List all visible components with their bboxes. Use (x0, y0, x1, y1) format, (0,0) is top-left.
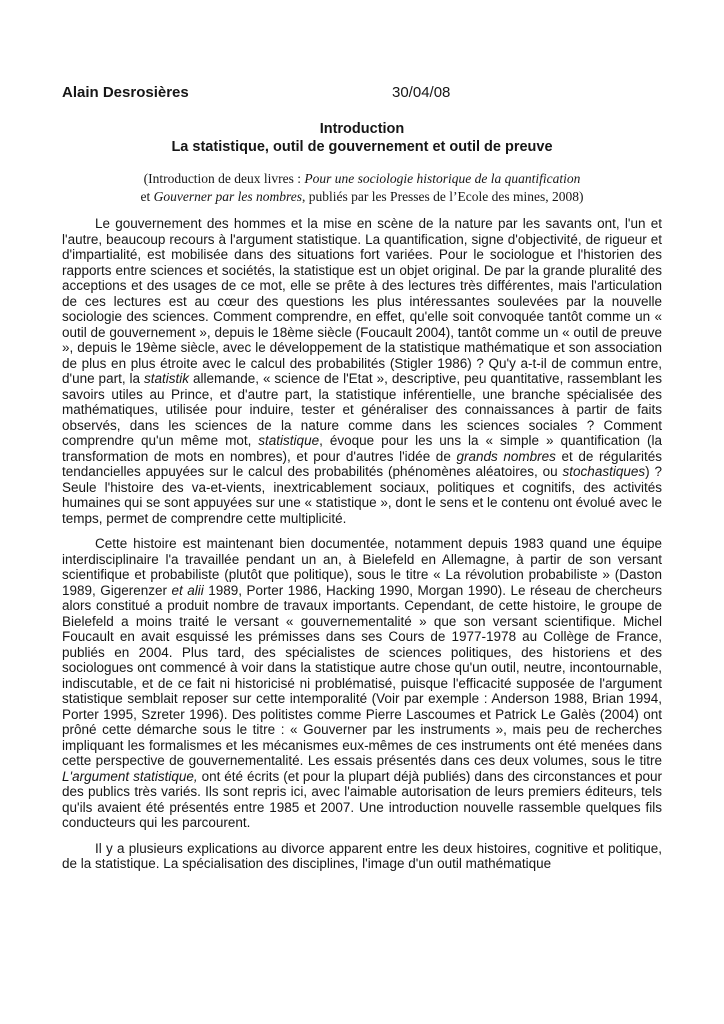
byline (0, 84, 724, 102)
author-name: Alain Desrosières (62, 84, 189, 101)
subtitle-line2: et Gouverner par les nombres, publiés par les Presses de l’Ecole des mines, 2008) (140, 188, 584, 204)
document-title-line1: Introduction (319, 121, 405, 137)
subtitle-line1: (Introduction de deux livres : Pour une sociologie historique de la quantification (143, 171, 581, 186)
body-paragraph-1: Le gouvernement des hommes et la mise en scène de la nature par les savants ont, l'un et l'autre, beaucoup recours à l'argument statistique. La quantification, signe d'objectivité, de rigueur et d'impartialité, est mobilisée dans des situations fort variées. Pour le sociologue et l'historien des rapports entre sciences et sociétés, la statistique est un objet original. De par la grande pluralité des acceptions et des usages de ce mot, elle se prête à des lectures très différentes, mais l'articulation de ces lectures est au cœur des questions les plus intéressantes soulevées par la nouvelle sociologie des sciences. Comment comprendre, en effet, qu'elle soit convoquée tantôt comme un « outil de gouvernement », depuis le 18ème siècle (Foucault 2004), tantôt comme un « outil de preuve », depuis le 19ème siècle, avec le développement de la statistique mathématique et son association de plus en plus étroite avec le calcul des probabilités (Stigler 1986) ? Qu'y a-t-il de commun entre, d'une part, la statistik allemande, « science de l'Etat », descriptive, peu quantitative, rassemblant les savoirs utiles au Prince, et d'autre part, la statistique inférentielle, une branche spécialisée des mathématiques, utilisée pour induire, tester et généraliser des connaissances à partir de faits observés, dans les sciences de la nature comme dans les sciences sociales ? Comment comprendre qu'un même mot, statistique, évoque pour les uns la « simple » quantification (la transformation de mots en nombres), et pour d'autres l'idée de grands nombres et de régularités tendancielles appuyées sur le calcul des probabilités (phénomènes aléatoires, ou stochastiques) ? Seule l'histoire des va-et-vients, inextricablement sociaux, politiques et cognitifs, des activités humaines qui se sont appuyées sur une « statistique », dont le sens et le contenu ont évolué avec le temps, permet de comprendre cette multiplicité. (62, 216, 662, 526)
document-date: 30/04/08 (392, 84, 451, 101)
document-title-line2: La statistique, outil de gouvernement et outil de preuve (171, 139, 553, 155)
subtitle-block (0, 170, 724, 205)
title-block (0, 120, 724, 156)
body-paragraph-2: Cette histoire est maintenant bien documentée, notamment depuis 1983 quand une équipe interdisciplinaire l'a travaillée pendant un an, à Bielefeld en Allemagne, à partir de son versant scientifique et probabiliste (plutôt que politique), sous le titre « La révolution probabiliste » (Daston 1989, Gigerenzer et alii 1989, Porter 1986, Hacking 1990, Morgan 1990). Le réseau de chercheurs alors constitué a produit nombre de travaux importants. Cependant, de cette histoire, le groupe de Bielefeld a moins traité le versant « gouvernementalité » que son versant scientifique. Michel Foucault en avait esquissé les prémisses dans ses Cours de 1977-1978 au Collège de France, publiés en 2004. Plus tard, des spécialistes de sciences politiques, des historiens et des sociologues ont commencé à voir dans la statistique autre chose qu'un outil, neutre, incontournable, indiscutable, et de ce fait ni historicisé ni problématisé, puisque l'efficacité supposée de l'argument statistique semblait reposer sur cette intemporalité (Voir par exemple : Anderson 1988, Brian 1994, Porter 1995, Szreter 1996). Des politistes comme Pierre Lascoumes et Patrick Le Galès (2004) ont prôné cette démarche sous le titre : « Gouverner par les instruments », mais peu de recherches impliquant les formalismes et les mécanismes eux-mêmes de ces instruments ont été menées dans cette perspective de gouvernementalité. Les essais présentés dans ces deux volumes, sous le titre L'argument statistique, ont été écrits (et pour la plupart déjà publiés) dans des circonstances et pour des publics très variés. Ils sont repris ici, avec l'aimable autorisation de leurs premiers éditeurs, tels qu'ils avaient été présentés entre 1985 et 2007. Une introduction nouvelle rassemble quelques fils conducteurs qui les parcourent. (62, 536, 662, 830)
document-body (62, 216, 662, 882)
body-paragraph-3: Il y a plusieurs explications au divorce apparent entre les deux histoires, cognitive et politique, de la statistique. La spécialisation des disciplines, l'image d'un outil mathématique (62, 840, 662, 871)
